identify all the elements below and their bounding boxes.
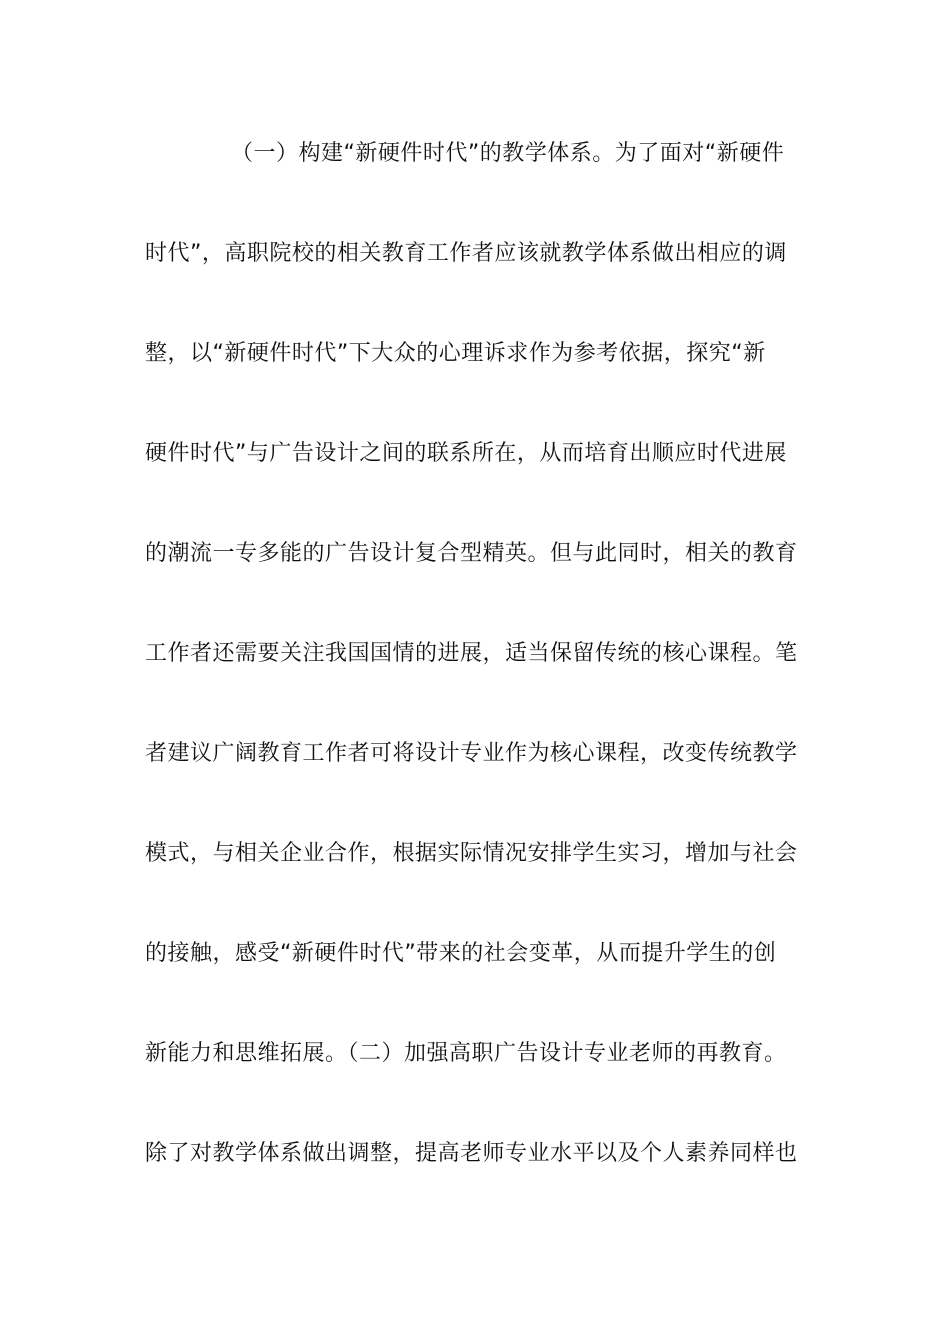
text-line: 整，以“新硬件时代”下大众的心理诉求作为参考依据，探究“新 (145, 341, 766, 366)
text-line: 新能力和思维拓展。（二）加强高职广告设计专业老师的再教育。 (145, 1041, 787, 1066)
body-text (145, 130, 810, 1230)
text-line: 的潮流一专多能的广告设计复合型精英。但与此同时，相关的教育 (145, 541, 798, 566)
text-line: 时代”，高职院校的相关教育工作者应该就教学体系做出相应的调 (145, 241, 787, 266)
text-line: 者建议广阔教育工作者可将设计专业作为核心课程，改变传统教学 (145, 741, 798, 766)
text-line: 模式，与相关企业合作，根据实际情况安排学生实习，增加与社会 (145, 841, 798, 866)
text-line: 工作者还需要关注我国国情的进展，适当保留传统的核心课程。笔 (145, 641, 798, 666)
text-line: 的接触，感受“新硬件时代”带来的社会变革，从而提升学生的创 (145, 941, 777, 966)
text-line: 除了对教学体系做出调整，提高老师专业水平以及个人素养同样也 (145, 1141, 798, 1166)
text-line: 硬件时代”与广告设计之间的联系所在，从而培育出顺应时代进展 (145, 441, 787, 466)
text-line: （一）构建“新硬件时代”的教学体系。为了面对“新硬件 (231, 141, 785, 166)
